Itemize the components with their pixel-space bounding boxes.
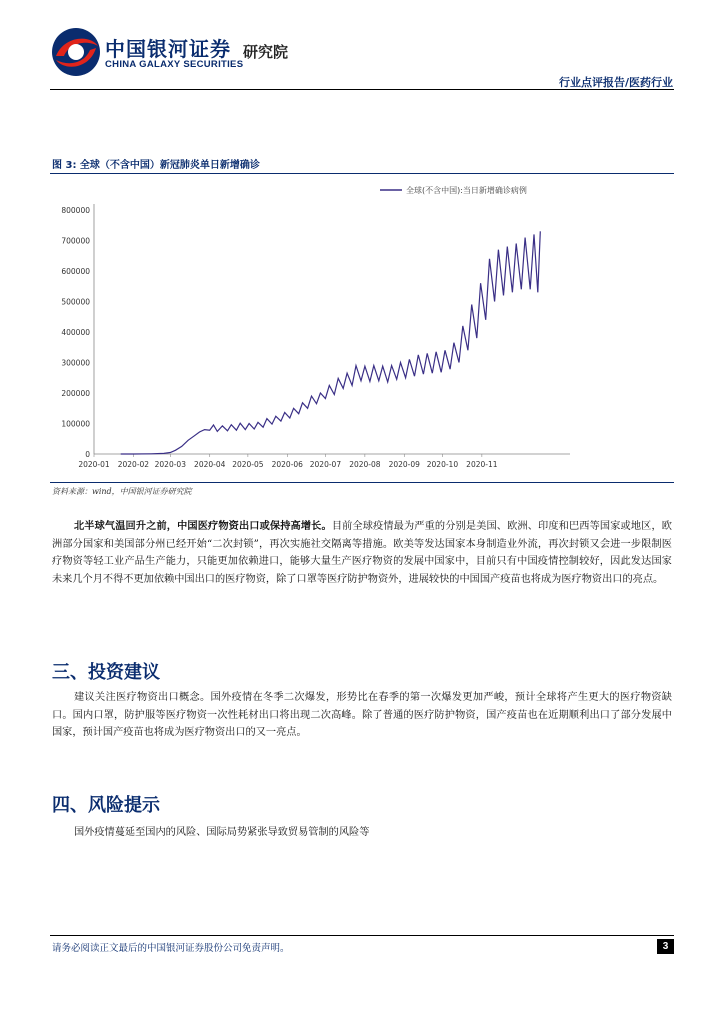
y-tick-label: 500000 [61,297,90,307]
figure-top-divider [50,173,674,174]
x-tick-label: 2020-10 [426,460,459,469]
y-tick-label: 400000 [61,328,90,337]
x-tick-label: 2020-04 [194,460,226,469]
y-tick-label: 800000 [61,206,90,215]
series-line [121,231,541,454]
section-heading-risk: 四、风险提示 [52,795,160,816]
figure-bottom-divider [50,482,674,483]
y-tick-label: 700000 [61,236,90,246]
brand-name-cn: 中国银河证券 [105,37,231,61]
paragraph-outlook [52,518,672,588]
y-tick-label: 0 [85,450,90,459]
y-tick-label: 600000 [61,267,90,276]
galaxy-logo-icon [50,26,102,82]
footer-divider [50,935,674,936]
x-tick-label: 2020-07 [309,460,342,469]
paragraph-risk: 国外疫情蔓延至国内的风险、国际局势紧张导致贸易管制的风险等 [74,827,370,838]
x-tick-label: 2020-08 [349,460,381,469]
x-tick-label: 2020-02 [117,460,150,469]
paragraph-lead: 北半球气温回升之前，中国医疗物资出口或保持高增长。 [74,521,332,532]
x-tick-label: 2020-09 [388,460,420,469]
header-divider [50,89,674,90]
page-number: 3 [657,939,674,954]
x-tick-label: 2020-05 [232,460,264,469]
paragraph-body: 目前全球疫情最为严重的分别是美国、欧洲、印度和巴西等国家或地区，欧洲部分国家和美国部分州已经开始“二次封锁”，再次实施社交隔离等措施。欧美等发达国家本身制造业外流，再次封锁又会进一步限制医疗物资等轻工业产品生产能力，只能更加依赖进口，能够大量生产医疗物资的发展中国家中，目前只有中国疫情控制较好，因此发达国家未来几个月不得不更加依赖中国出口的医疗物资，除了口罩等医疗防护物资外，进展较快的中国国产疫苗也将成为医疗物资出口的亮点。 [52,521,672,585]
x-tick-label: 2020-11 [466,460,498,469]
figure-source: 资料来源：wind，中国银河证券研究院 [52,487,192,496]
y-tick-label: 200000 [61,389,90,398]
y-tick-label: 100000 [61,419,90,429]
figure-title: 图 3: 全球（不含中国）新冠肺炎单日新增确诊 [52,160,260,171]
brand-institute: 研究院 [243,43,289,61]
report-type: 行业点评报告/医药行业 [558,76,673,89]
footer-disclaimer: 请务必阅读正文最后的中国银河证券股份公司免责声明。 [52,943,290,954]
paragraph-investment: 建议关注医疗物资出口概念。国外疫情在冬季二次爆发，形势比在春季的第一次爆发更加严峻，预计全球将产生更大的医疗物资缺口。国内口罩，防护服等医疗物资一次性耗材出口将出现二次高峰。除了普通的医疗防护物资，国产疫苗也在近期顺利出口了部分发展中国家，预计国产疫苗也将成为医疗物资出口的又一亮点。 [52,692,672,738]
x-axis [78,454,570,469]
x-tick-label: 2020-01 [78,460,110,469]
y-tick-label: 300000 [61,358,90,368]
section-heading-investment: 三、投资建议 [52,662,160,683]
x-tick-label: 2020-06 [271,460,303,469]
chart-canvas [50,178,674,478]
line-chart [50,178,674,482]
x-tick-label: 2020-03 [154,460,186,469]
legend-label: 全球(不含中国):当日新增确诊病例 [406,186,527,195]
y-axis [61,204,94,459]
brand-name-en: CHINA GALAXY SECURITIES [105,59,244,70]
